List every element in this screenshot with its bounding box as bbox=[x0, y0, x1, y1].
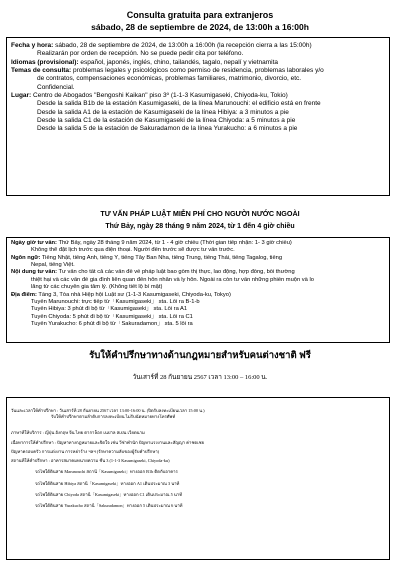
info-line bbox=[11, 277, 385, 284]
info-text: español, japonés, inglés, chino, tailandés, tagalo, nepalí y vietnamita bbox=[78, 58, 279, 66]
info-line bbox=[11, 109, 385, 117]
info-line bbox=[11, 314, 385, 321]
info-text: Centro de Abogados "Bengoshi Kaikan" piso 3º (1-1-3 Kasumigaseki, Chiyoda-ku, Tokio) bbox=[31, 91, 288, 99]
info-text: Nepal, tiếng Việt. bbox=[31, 262, 75, 269]
info-label: Idiomas (provisional): bbox=[11, 58, 79, 66]
info-text: Thứ Bảy, ngày 28 tháng 9 năm 2024, từ 1 - 4 giờ chiều (Thời gian tiếp nhận: 1- 3 giờ chiều) bbox=[56, 240, 292, 246]
info-line: เนื้อหาการให้คำปรึกษา : ปัญหาทางกฎหมายและจิตใจ เช่น วีซ่าพำนัก ปัญหาแรงงานและสัญญา ค่าชดเชย bbox=[11, 439, 205, 445]
info-line bbox=[11, 59, 385, 67]
spanish-info-box bbox=[6, 37, 390, 196]
spanish-subtitle: sábado, 28 de septiembre de 2024, de 13:00h a 16:00h bbox=[91, 22, 309, 32]
info-text: Desde la salida C1 de la estación de Kasumigaseki de la línea Chiyoda: a 5 minutos a pie bbox=[37, 116, 296, 124]
info-label: Địa điểm: bbox=[11, 291, 37, 298]
info-text: de contratos, compensaciones económicas, problemas familiares, matrimonio, divorcio, etc. bbox=[37, 75, 302, 83]
info-line bbox=[11, 262, 385, 269]
info-line: รถไฟใต้ดินสาย Hibiya สถานี「Kasumigaseki」ทางออก A1 เดินประมาณ 3 นาที bbox=[35, 480, 180, 486]
info-text: problemas legales y psicológicos como permiso de residencia, problemas laborales y/o bbox=[71, 66, 324, 74]
info-line bbox=[11, 255, 385, 262]
info-label: Ngôn ngữ: bbox=[11, 254, 41, 261]
info-line bbox=[11, 284, 385, 291]
vietnamese-title: TƯ VẤN PHÁP LUẬT MIỄN PHÍ CHO NGƯỜI NƯỚC NGOÀI bbox=[100, 209, 300, 218]
spanish-title: Consulta gratuita para extranjeros bbox=[126, 10, 274, 20]
info-label: Temas de consulta: bbox=[11, 66, 72, 74]
info-text: Tuyến Yurakucho: 6 phút đi bộ từ「Sakuradamon」 sta. 5 lối ra bbox=[31, 320, 193, 327]
info-line bbox=[11, 321, 385, 328]
info-line: วันและเวลาให้คำปรึกษา : วันเสาร์ที่ 28 กันยายน 2567 เวลา 13:00-16:00 น. (ปิดรับลงทะเบียนเวลา 15:00 น.) bbox=[11, 408, 205, 413]
info-line bbox=[11, 67, 385, 75]
thai-title: รับให้คำปรึกษาทางด้านกฎหมายสำหรับคนต่างชาติ ฟรี bbox=[89, 351, 311, 361]
vietnamese-info-box bbox=[6, 237, 390, 343]
info-line: รถไฟใต้ดินสาย Chiyoda สถานี「Kasumigaseki」ทางออก C1 เดินประมาณ 5 นาที bbox=[35, 491, 183, 497]
info-line bbox=[11, 100, 385, 108]
info-text: Desde la salida B1b de la estación Kasumigaseki, de la línea Marunouchi: el edificio está en frente bbox=[37, 100, 321, 108]
info-line bbox=[11, 306, 385, 313]
info-text: Desde la salida A1 de la estación de Kasumigaseki de la línea Hibiya: a 3 minutos a pie bbox=[37, 108, 289, 116]
info-text: Realizarán por orden de recepción. No se puede pedir cita por teléfono. bbox=[37, 50, 244, 58]
info-line: ภาษาที่ให้บริการ : ญี่ปุ่น อังกฤษ จีน ไทย ตากาล็อก เนปาล สเปน เวียดนาม bbox=[11, 430, 145, 436]
info-text: Tuyến Marunouchi: trực tiếp từ「Kasumigaseki」 sta. Lối ra B-1-b bbox=[31, 298, 200, 305]
info-line bbox=[11, 240, 385, 247]
info-line: รถไฟใต้ดินสาย Marunouchi สถานี「Kasumigaseki」ทางออก B1b ติดกับอาคาร bbox=[35, 469, 178, 475]
info-line bbox=[11, 117, 385, 125]
info-line: สถานที่ให้คำปรึกษา : อาคารสมาคมทนายความ ชั้น 3 (1-1-3 Kasumigaseki, Chiyoda-ku) bbox=[11, 458, 170, 464]
thai-info-box bbox=[6, 397, 390, 560]
info-text: Không thể đặt lịch trước qua điện thoại. Người đến trước sẽ được tư vấn trước. bbox=[31, 247, 235, 254]
info-text: Tầng 3, Tòa nhà Hiệp hội Luật sư (1-1-3 Kasumigaseki, Chiyoda-ku, Tokyo) bbox=[36, 291, 231, 298]
info-line bbox=[11, 125, 385, 133]
info-line: ปัญหาครอบครัว การแต่งงาน การหย่าร้าง ฯลฯ (รักษาความลับของผู้รับคำปรึกษา) bbox=[11, 448, 160, 454]
info-line bbox=[11, 292, 385, 299]
info-text: Confidencial. bbox=[37, 83, 75, 91]
info-line bbox=[11, 247, 385, 254]
info-text: thiệt hại và các vấn đề gia đình liên quan đến hôn nhân và ly hôn. Ngoài ra còn tư vấn những phiền muộn và lo bbox=[31, 276, 314, 283]
info-line bbox=[11, 42, 385, 50]
info-line bbox=[11, 269, 385, 276]
info-text: Tuyến Chiyoda: 5 phút đi bộ từ「Kasumigaseki」 sta. Lối ra C1 bbox=[31, 313, 193, 320]
info-label: Fecha y hora: bbox=[11, 42, 54, 49]
info-line bbox=[11, 75, 385, 83]
info-text: Desde la salida 5 de la estación de Sakuradamon de la línea Yurakucho: a 6 minutos a pie bbox=[37, 125, 298, 133]
info-text: Tiếng Nhật, tiếng Anh, tiếng Ý, tiếng Tây Ban Nha, tiếng Trung, tiếng Thái, tiếng Tagalog, tiếng bbox=[40, 254, 283, 261]
thai-subtitle: วันเสาร์ที่ 28 กันยายน 2567 เวลา 13:00 – 16:00 น. bbox=[132, 374, 268, 381]
vietnamese-subtitle: Thứ Bảy, ngày 28 tháng 9 năm 2024, từ 1 đến 4 giờ chiều bbox=[105, 223, 295, 230]
info-line bbox=[11, 92, 385, 100]
info-label: Lugar: bbox=[11, 91, 32, 99]
info-label: Ngày giờ tư vấn: bbox=[11, 240, 57, 246]
info-text: Tuyến Hibiya: 3 phút đi bộ từ「Kasumigaseki」 sta. Lối ra A1 bbox=[31, 306, 188, 313]
info-text: lắng từ các chuyên gia tâm lý. (Không tiết lộ bí mật) bbox=[31, 284, 163, 291]
info-line bbox=[11, 50, 385, 58]
info-line bbox=[11, 84, 385, 92]
info-line: รับให้คำปรึกษาตามลำดับการลงทะเบียน ไม่รับนัดหมายทางโทรศัพท์ bbox=[51, 414, 176, 420]
info-line: รถไฟใต้ดินสาย Yurakucho สถานี「Sakuradamon」ทางออก 5 เดินประมาณ 6 นาที bbox=[35, 502, 183, 508]
info-line bbox=[11, 299, 385, 306]
info-label: Nội dung tư vấn: bbox=[11, 269, 58, 276]
info-text: Tư vấn cho tất cả các vấn đề về pháp luật bao gồm thị thực, lao động, hợp đồng, bồi thường bbox=[57, 269, 295, 276]
info-text: sábado, 28 de septiembre de 2024, de 13:00h a 16:00h (la recepción cierra a las 15:00h) bbox=[53, 42, 312, 49]
